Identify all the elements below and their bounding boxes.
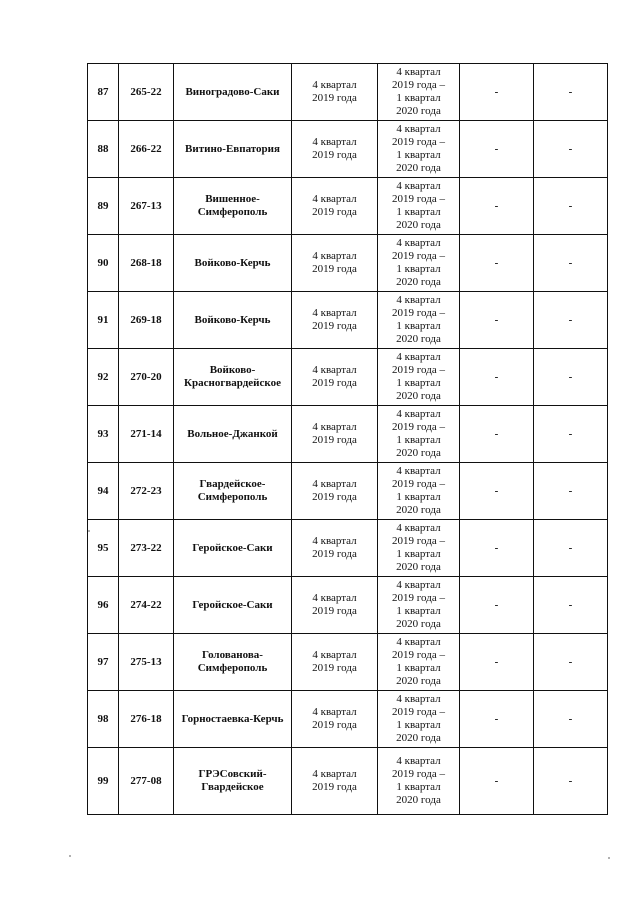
column-7-value: - xyxy=(534,406,608,463)
period-range-line: 4 квартал xyxy=(396,465,441,477)
scan-speck xyxy=(69,855,71,857)
period-range-line: 1 квартал xyxy=(396,491,441,503)
route-name-line: Геройское-Саки xyxy=(192,541,273,554)
start-period xyxy=(292,748,378,815)
period-range xyxy=(378,349,460,406)
period-range-line: 2019 года – xyxy=(392,592,445,604)
route-code: 272-23 xyxy=(119,463,174,520)
column-6-value: - xyxy=(460,121,534,178)
route-name-line: Симферополь xyxy=(197,491,268,503)
start-period-line: 4 квартал xyxy=(312,136,357,148)
period-range-line: 4 квартал xyxy=(396,579,441,591)
start-period-line: 2019 года xyxy=(312,149,357,161)
period-range-line: 2019 года – xyxy=(392,364,445,376)
table-row xyxy=(88,463,608,520)
table-row xyxy=(88,691,608,748)
period-range-line: 1 квартал xyxy=(396,206,441,218)
row-number: 94 xyxy=(88,463,119,520)
period-range-line: 1 квартал xyxy=(396,434,441,446)
period-range-line: 1 квартал xyxy=(396,781,441,793)
period-range-line: 4 квартал xyxy=(396,237,441,249)
period-range xyxy=(378,691,460,748)
start-period xyxy=(292,235,378,292)
period-range-line: 2020 года xyxy=(396,675,441,687)
route-code: 274-22 xyxy=(119,577,174,634)
route-name xyxy=(174,406,292,463)
period-range-line: 4 квартал xyxy=(396,693,441,705)
route-code: 267-13 xyxy=(119,178,174,235)
column-7-value: - xyxy=(534,577,608,634)
period-range-line: 2020 года xyxy=(396,219,441,231)
period-range-line: 1 квартал xyxy=(396,662,441,674)
period-range-line: 2019 года – xyxy=(392,768,445,780)
table-row xyxy=(88,349,608,406)
column-7-value: - xyxy=(534,64,608,121)
period-range-line: 1 квартал xyxy=(396,377,441,389)
period-range xyxy=(378,121,460,178)
start-period-line: 4 квартал xyxy=(312,535,357,547)
column-6-value: - xyxy=(460,691,534,748)
start-period-line: 2019 года xyxy=(312,662,357,674)
route-name-line: Вишенное- xyxy=(205,193,260,205)
period-range-line: 4 квартал xyxy=(396,636,441,648)
table-row xyxy=(88,64,608,121)
start-period xyxy=(292,64,378,121)
table-row xyxy=(88,235,608,292)
period-range-line: 2020 года xyxy=(396,105,441,117)
period-range xyxy=(378,748,460,815)
period-range xyxy=(378,178,460,235)
start-period-line: 4 квартал xyxy=(312,592,357,604)
column-7-value: - xyxy=(534,178,608,235)
scan-speck xyxy=(608,857,610,859)
route-name xyxy=(174,577,292,634)
column-6-value: - xyxy=(460,292,534,349)
period-range xyxy=(378,64,460,121)
table-row xyxy=(88,121,608,178)
period-range-line: 1 квартал xyxy=(396,548,441,560)
route-code: 275-13 xyxy=(119,634,174,691)
route-name-line: Геройское-Саки xyxy=(192,598,273,611)
route-name-line: Виноградово-Саки xyxy=(185,85,280,98)
row-number: 96 xyxy=(88,577,119,634)
row-number: 97 xyxy=(88,634,119,691)
row-number: 88 xyxy=(88,121,119,178)
table-row xyxy=(88,292,608,349)
column-7-value: - xyxy=(534,235,608,292)
period-range-line: 2020 года xyxy=(396,794,441,806)
route-name xyxy=(174,748,292,815)
route-name-line: Гвардейское xyxy=(201,781,264,793)
table-row xyxy=(88,634,608,691)
route-name xyxy=(174,691,292,748)
row-number: 95 xyxy=(88,520,119,577)
scan-speck xyxy=(88,530,90,532)
period-range xyxy=(378,406,460,463)
route-name-line: Войково-Керчь xyxy=(194,256,271,269)
start-period xyxy=(292,634,378,691)
start-period-line: 2019 года xyxy=(312,434,357,446)
route-name-line: Войково-Керчь xyxy=(194,313,271,326)
route-name-line: Гвардейское- xyxy=(199,478,266,490)
start-period-line: 2019 года xyxy=(312,781,357,793)
column-7-value: - xyxy=(534,748,608,815)
start-period-line: 2019 года xyxy=(312,491,357,503)
period-range-line: 2020 года xyxy=(396,618,441,630)
route-name-line: Горностаевка-Керчь xyxy=(181,712,284,725)
period-range-line: 2020 года xyxy=(396,504,441,516)
row-number: 87 xyxy=(88,64,119,121)
route-name xyxy=(174,64,292,121)
start-period xyxy=(292,349,378,406)
period-range-line: 2019 года – xyxy=(392,250,445,262)
period-range-line: 1 квартал xyxy=(396,320,441,332)
table-row xyxy=(88,577,608,634)
route-name-line: Симферополь xyxy=(197,662,268,674)
table-body xyxy=(88,64,608,815)
start-period-line: 2019 года xyxy=(312,92,357,104)
start-period-line: 2019 года xyxy=(312,377,357,389)
column-7-value: - xyxy=(534,292,608,349)
row-number: 92 xyxy=(88,349,119,406)
period-range xyxy=(378,292,460,349)
period-range-line: 2019 года – xyxy=(392,706,445,718)
period-range-line: 4 квартал xyxy=(396,294,441,306)
period-range-line: 2019 года – xyxy=(392,193,445,205)
column-7-value: - xyxy=(534,463,608,520)
period-range-line: 2019 года – xyxy=(392,79,445,91)
start-period-line: 4 квартал xyxy=(312,250,357,262)
route-name-line: Войково- xyxy=(209,364,256,376)
period-range-line: 1 квартал xyxy=(396,149,441,161)
column-6-value: - xyxy=(460,349,534,406)
start-period xyxy=(292,577,378,634)
route-name xyxy=(174,292,292,349)
route-name xyxy=(174,121,292,178)
route-name-line: Вольное-Джанкой xyxy=(187,427,278,440)
period-range-line: 2020 года xyxy=(396,732,441,744)
column-6-value: - xyxy=(460,634,534,691)
column-6-value: - xyxy=(460,748,534,815)
route-name-line: ГРЭСовский- xyxy=(198,768,267,780)
route-name xyxy=(174,178,292,235)
column-7-value: - xyxy=(534,691,608,748)
row-number: 91 xyxy=(88,292,119,349)
start-period xyxy=(292,691,378,748)
period-range-line: 2019 года – xyxy=(392,307,445,319)
start-period-line: 2019 года xyxy=(312,719,357,731)
column-6-value: - xyxy=(460,577,534,634)
period-range-line: 4 квартал xyxy=(396,351,441,363)
column-7-value: - xyxy=(534,520,608,577)
period-range-line: 1 квартал xyxy=(396,263,441,275)
route-code: 271-14 xyxy=(119,406,174,463)
column-6-value: - xyxy=(460,235,534,292)
row-number: 93 xyxy=(88,406,119,463)
start-period-line: 2019 года xyxy=(312,320,357,332)
period-range xyxy=(378,463,460,520)
period-range-line: 2020 года xyxy=(396,447,441,459)
period-range xyxy=(378,235,460,292)
route-name-line: Голованова- xyxy=(202,649,263,661)
column-6-value: - xyxy=(460,406,534,463)
start-period xyxy=(292,406,378,463)
period-range xyxy=(378,634,460,691)
route-name xyxy=(174,520,292,577)
column-7-value: - xyxy=(534,121,608,178)
period-range-line: 4 квартал xyxy=(396,180,441,192)
route-name xyxy=(174,349,292,406)
period-range xyxy=(378,577,460,634)
start-period-line: 2019 года xyxy=(312,605,357,617)
route-name-line: Красногвардейское xyxy=(184,377,281,389)
period-range-line: 1 квартал xyxy=(396,605,441,617)
table-row xyxy=(88,406,608,463)
period-range xyxy=(378,520,460,577)
start-period xyxy=(292,121,378,178)
start-period-line: 4 квартал xyxy=(312,768,357,780)
period-range-line: 2019 года – xyxy=(392,136,445,148)
period-range-line: 2020 года xyxy=(396,561,441,573)
period-range-line: 4 квартал xyxy=(396,408,441,420)
period-range-line: 2019 года – xyxy=(392,535,445,547)
column-6-value: - xyxy=(460,64,534,121)
period-range-line: 4 квартал xyxy=(396,755,441,767)
start-period xyxy=(292,292,378,349)
table-row xyxy=(88,748,608,815)
start-period-line: 4 квартал xyxy=(312,364,357,376)
column-7-value: - xyxy=(534,634,608,691)
start-period xyxy=(292,178,378,235)
start-period-line: 4 квартал xyxy=(312,307,357,319)
route-code: 270-20 xyxy=(119,349,174,406)
start-period-line: 2019 года xyxy=(312,206,357,218)
period-range-line: 1 квартал xyxy=(396,92,441,104)
period-range-line: 2019 года – xyxy=(392,421,445,433)
period-range-line: 1 квартал xyxy=(396,719,441,731)
row-number: 90 xyxy=(88,235,119,292)
route-code: 273-22 xyxy=(119,520,174,577)
period-range-line: 2020 года xyxy=(396,276,441,288)
route-code: 276-18 xyxy=(119,691,174,748)
route-name-line: Симферополь xyxy=(197,206,268,218)
start-period xyxy=(292,463,378,520)
route-code: 268-18 xyxy=(119,235,174,292)
start-period-line: 2019 года xyxy=(312,263,357,275)
route-name xyxy=(174,634,292,691)
table-row xyxy=(88,178,608,235)
route-name xyxy=(174,463,292,520)
period-range-line: 2020 года xyxy=(396,333,441,345)
column-6-value: - xyxy=(460,178,534,235)
start-period xyxy=(292,520,378,577)
row-number: 98 xyxy=(88,691,119,748)
column-6-value: - xyxy=(460,520,534,577)
route-code: 277-08 xyxy=(119,748,174,815)
start-period-line: 4 квартал xyxy=(312,706,357,718)
row-number: 89 xyxy=(88,178,119,235)
period-range-line: 2020 года xyxy=(396,162,441,174)
route-name xyxy=(174,235,292,292)
start-period-line: 4 квартал xyxy=(312,478,357,490)
period-range-line: 4 квартал xyxy=(396,123,441,135)
routes-table xyxy=(87,63,608,815)
period-range-line: 2020 года xyxy=(396,390,441,402)
start-period-line: 4 квартал xyxy=(312,649,357,661)
column-6-value: - xyxy=(460,463,534,520)
start-period-line: 4 квартал xyxy=(312,193,357,205)
route-code: 269-18 xyxy=(119,292,174,349)
route-code: 265-22 xyxy=(119,64,174,121)
period-range-line: 4 квартал xyxy=(396,66,441,78)
column-7-value: - xyxy=(534,349,608,406)
start-period-line: 4 квартал xyxy=(312,421,357,433)
period-range-line: 2019 года – xyxy=(392,649,445,661)
start-period-line: 2019 года xyxy=(312,548,357,560)
period-range-line: 2019 года – xyxy=(392,478,445,490)
period-range-line: 4 квартал xyxy=(396,522,441,534)
route-code: 266-22 xyxy=(119,121,174,178)
row-number: 99 xyxy=(88,748,119,815)
route-name-line: Витино-Евпатория xyxy=(185,142,280,155)
start-period-line: 4 квартал xyxy=(312,79,357,91)
table-row xyxy=(88,520,608,577)
